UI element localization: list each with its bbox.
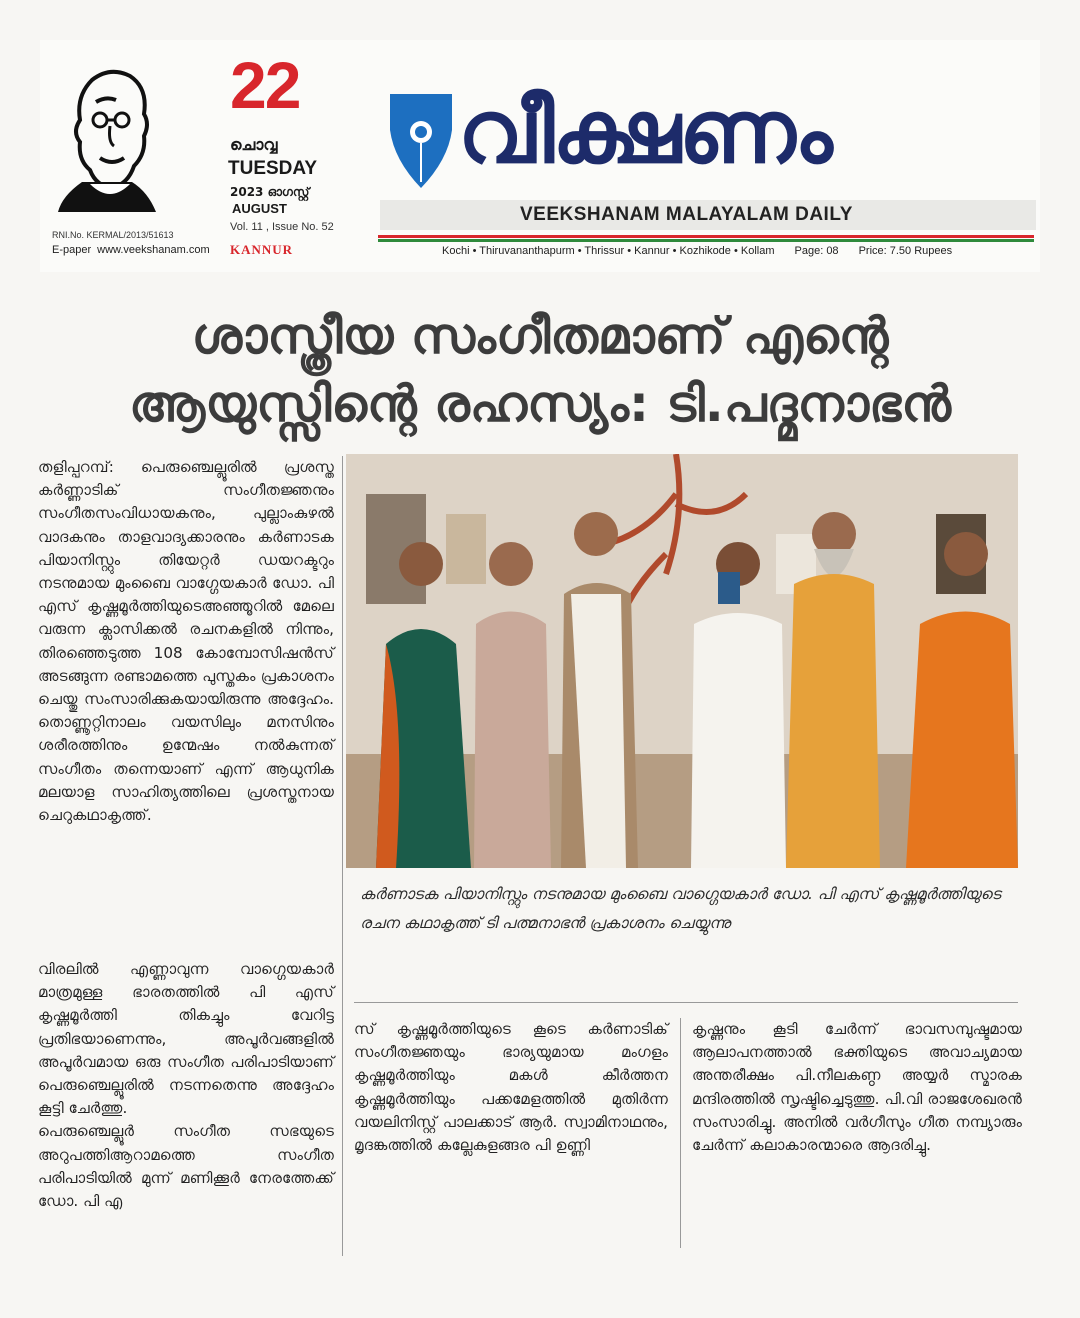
tagline-band: [380, 200, 1036, 230]
date-number: 22: [230, 48, 300, 122]
editions-list: Kochi • Thiruvananthapurm • Thrissur • Kannur • Kozhikode • Kollam: [442, 245, 775, 257]
headline-line-2: ആയുസ്സിന്റെ രഹസ്യം: ടി.പദ്മനാഭൻ: [129, 375, 951, 433]
caption-rule: [354, 1002, 1018, 1003]
column-divider-1: [342, 456, 343, 1256]
pen-nib-icon: [388, 90, 454, 190]
paragraph-2: വിരലിൽ എണ്ണാവുന്ന വാഗ്ഗെയകാർ മാത്രമുള്ള ഭാരതത്തിൽ പി എസ് കൃഷ്ണമൂർത്തി തികച്ചും വേറിട്ട പ്രതിഭയാണെന്നും, അപൂർവങ്ങളിൽ അപൂർവമായ ഒരു സംഗീത പരിപാടിയാണ് പെരുഞ്ചെല്ലൂരിൽ നടന്നതെന്നു അദ്ദേഹം കൂട്ടി ചേർത്തു.: [38, 960, 334, 1118]
epaper-label: E-paper: [52, 244, 92, 256]
day-malayalam: ചൊവ്വ: [230, 135, 278, 154]
page-number: Page: 08: [794, 245, 839, 257]
column-divider-2: [680, 1018, 681, 1248]
column-1-bottom: [38, 958, 334, 1213]
masthead: [40, 40, 1040, 272]
column-1-top: [38, 456, 334, 827]
column-3: [692, 1018, 1022, 1157]
tagline: VEEKSHANAM MALAYALAM DAILY: [520, 204, 853, 225]
event-photo: [346, 454, 1018, 868]
volume-issue: Vol. 11 , Issue No. 52: [230, 221, 334, 233]
rni-number: RNI.No. KERMAL/2013/51613: [52, 230, 174, 240]
price: Price: 7.50 Rupees: [858, 245, 953, 257]
epaper-url[interactable]: www.veekshanam.com: [97, 244, 210, 256]
column-2: [354, 1018, 668, 1157]
photo-caption: കർണാടക പിയാനിസ്റ്റും നടനുമായ മുംബൈ വാഗ്ഗെയകാർ ഡോ. പി എസ് കൃഷ്ണമൂർത്തിയുടെ രചന കഥാകൃത്ത് ടി പത്മനാഭൻ പ്രകാശനം ചെയ്യുന്നു: [360, 885, 1001, 932]
gandhi-portrait-icon: [52, 62, 162, 212]
day-english: TUESDAY: [228, 158, 318, 179]
book-release-photo-icon: [346, 454, 1018, 868]
paragraph-4: സ് കൃഷ്ണമൂർത്തിയുടെ കൂടെ കർണാടിക് സംഗീതജ്ഞയും ഭാര്യയുമായ മംഗളം കൃഷ്ണമൂർത്തിയും മകൾ കീർത്തന കൃഷ്ണമൂർത്തിയും പക്കമേളത്തിൽ മുതിർന്ന വയലിനിസ്റ്റ് പാലക്കാട് ആർ. സ്വാമിനാഥനും, മൃദങ്കത്തിൽ കല്ലേകുളങ്ങര പി ഉണ്ണി: [354, 1020, 668, 1155]
paragraph-1: തളിപ്പറമ്പ്: പെരുഞ്ചെല്ലൂരിൽ പ്രശസ്ത കർണ്ണാടിക് സംഗീതജ്ഞനും സംഗീതസംവിധായകനും, പുല്ലാംകുഴൽ വാദകനും താളവാദ്യക്കാരനും കർണാടക പിയാനിസ്റ്റും തിയേറ്റർ ഡയറക്ടറും നടനുമായ മുംബൈ വാഗ്ഗേയകാർ ഡോ. പി എസ് കൃഷ്ണമൂർത്തിയുടെഅഞ്ഞൂറിൽ മേലെ വരുന്ന ക്ലാസിക്കൽ രചനകളിൽ നിന്നും, തിരഞ്ഞെടുത്ത 108 കോമ്പോസിഷൻസ് അടങ്ങുന്ന രണ്ടാമത്തെ പുസ്തകം പ്രകാശനം ചെയ്തു സംസാരിക്കുകയായിരുന്നു അദ്ദേഹം. തൊണ്ണൂറ്റിനാലം വയസിലും മനസിനും ശരീരത്തിനും ഉന്മേഷം നൽകുന്നത് സംഗീതം തന്നെയാണ് എന്ന് ആധുനിക മലയാള സാഹിത്യത്തിലെ പ്രശസ്തനായ ചെറുകഥാകൃത്ത്.: [38, 458, 334, 825]
headline-line-1: ശാസ്ത്രീയ സംഗീതമാണ് എന്റെ: [191, 307, 889, 365]
paragraph-3: പെരുഞ്ചെല്ലൂർ സംഗീത സഭയുടെ അറുപത്തിആറാമത്തെ സംഗീത പരിപാടിയിൽ മുന്ന് മണിക്കൂർ നേരത്തേക്ക് ഡോ. പി എ: [38, 1122, 334, 1211]
paragraph-5: കൃഷ്ണനും കൂടി ചേർന്ന് ഭാവസമ്പുഷ്ടമായ ആലാപനത്താൽ ഭക്തിയുടെ അവാച്യമായ അന്തരീക്ഷം പി.നീലകണ്ഠ അയ്യർ സ്മാരക മന്ദിരത്തിൽ സൃഷ്ടിച്ചെടുത്തു. പി.വി രാജശേഖരൻ സംസാരിച്ചു. അനിൽ വർഗീസും ഗീത നമ്പ്യാരും ചേർന്ന് കലാകാരന്മാരെ ആദരിച്ചു.: [692, 1020, 1022, 1155]
edition-footline: [442, 245, 952, 257]
edition-city: KANNUR: [230, 242, 294, 257]
year-month-malayalam: 2023 ഓഗസ്റ്റ്: [230, 185, 310, 199]
epaper-line: [52, 244, 210, 256]
red-stripe: [378, 235, 1034, 238]
green-stripe: [378, 239, 1034, 242]
article-headline: [40, 302, 1040, 438]
month-english: AUGUST: [232, 201, 287, 216]
newspaper-logo: വീക്ഷണം: [458, 80, 831, 183]
